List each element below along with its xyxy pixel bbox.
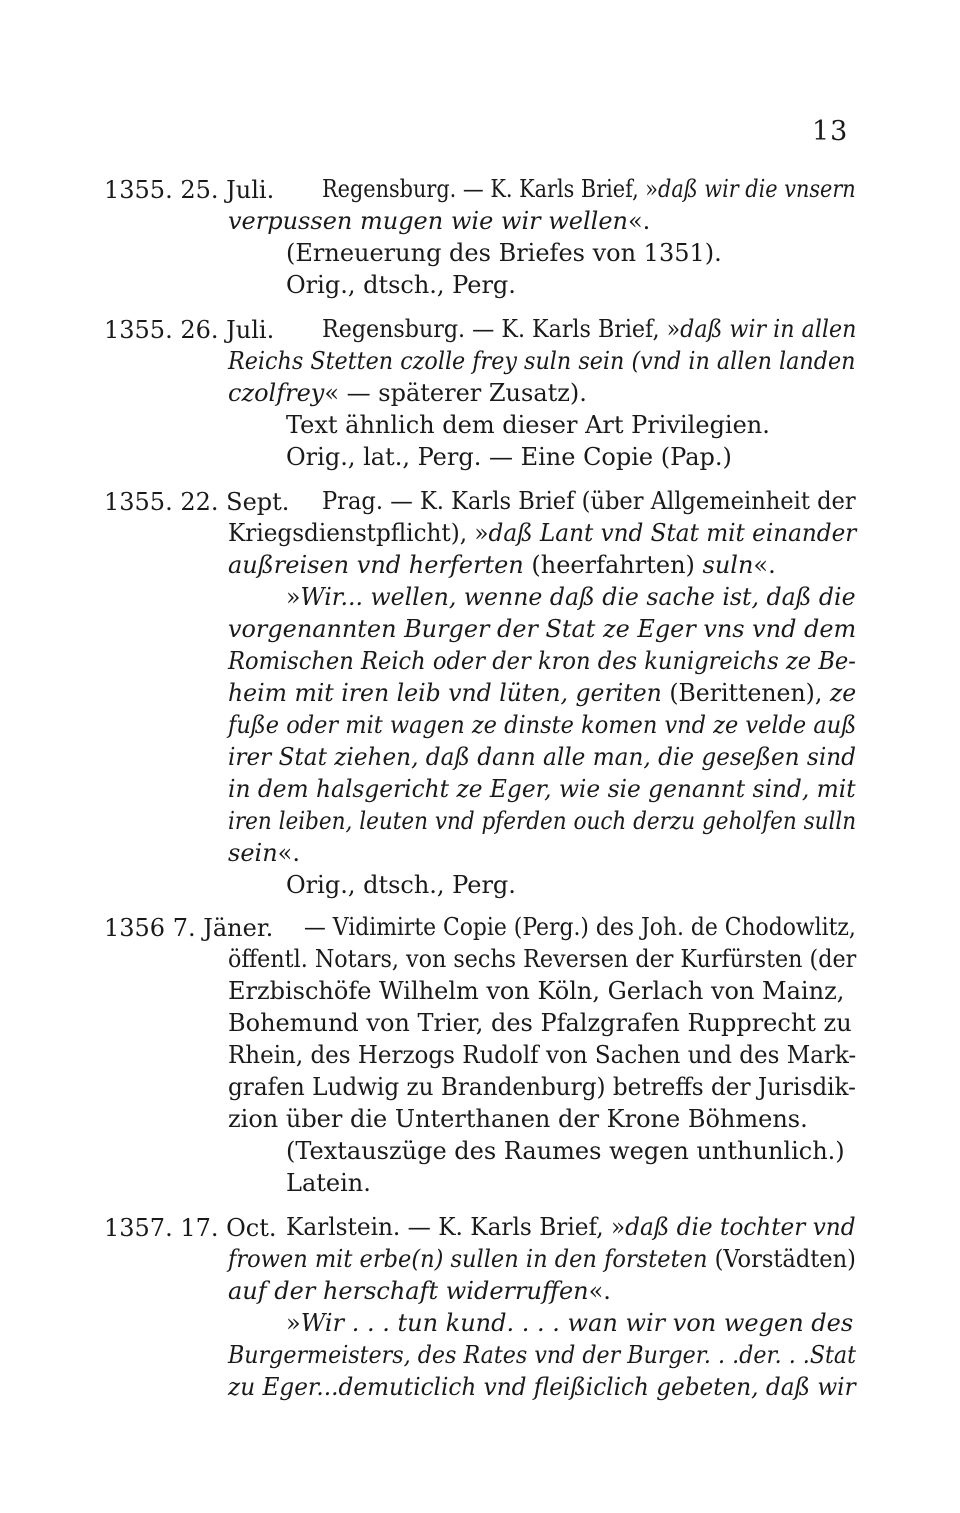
entry-line: grafen Ludwig zu Brandenburg) betreffs der Jurisdik- xyxy=(228,1073,856,1101)
entry-line: »Wir... wellen, wenne daß die sache ist, daß die xyxy=(286,583,856,611)
entry-line: irer Stat ziehen, daß dann alle man, die geseßen sind xyxy=(228,743,856,771)
entry-line: öffentl. Notars, von sechs Reversen der Kurfürsten (der xyxy=(228,945,857,973)
entry-line: Karlstein. — K. Karls Brief, »daß die tochter vnd xyxy=(286,1213,856,1241)
entry-line: Burgermeisters, des Rates vnd der Burger. . .der. . .Stat xyxy=(228,1341,857,1369)
entry-line: Rhein, des Herzogs Rudolf von Sachen und des Mark- xyxy=(228,1041,857,1069)
entry-line: Orig., lat., Perg. — Eine Copie (Pap.) xyxy=(286,443,732,471)
entry-line: Bohemund von Trier, des Pfalzgrafen Rupprecht zu xyxy=(228,1009,852,1037)
entry-line: Latein. xyxy=(286,1169,371,1197)
entry-line: zion über die Unterthanen der Krone Böhmens. xyxy=(228,1105,808,1133)
entry-line: zu Eger...demuticlich vnd fleißiclich gebeten, daß wir xyxy=(228,1373,856,1401)
entry-line: Prag. — K. Karls Brief (über Allgemeinheit der xyxy=(322,487,856,515)
entry-line: in dem halsgericht ze Eger, wie sie genannt sind, mit xyxy=(228,775,856,803)
entry-line: Orig., dtsch., Perg. xyxy=(286,271,516,299)
entry-line: außreisen vnd herferten (heerfahrten) suln«. xyxy=(228,551,776,579)
entry-line: Romischen Reich oder der kron des kunigreichs ze Be- xyxy=(228,647,856,675)
entry-line: czolfrey« — späterer Zusatz). xyxy=(228,379,587,407)
entry-line: Regensburg. — K. Karls Brief, »daß wir die vnsern xyxy=(322,175,856,203)
entry-line: fuße oder mit wagen ze dinste komen vnd ze velde auß xyxy=(228,711,857,739)
entry-line: heim mit iren leib vnd lüten, geriten (Berittenen), ze xyxy=(228,679,857,707)
entry-line: vorgenannten Burger der Stat ze Eger vns vnd dem xyxy=(228,615,857,643)
entry-date: 1357. 17. Oct. xyxy=(104,1214,277,1242)
entry-line: frowen mit erbe(n) sullen in den forsteten (Vorstädten) xyxy=(228,1245,856,1273)
page-number: 13 xyxy=(812,116,849,147)
entry-line: Text ähnlich dem dieser Art Privilegien. xyxy=(286,411,770,439)
entry-line: Reichs Stetten czolle frey suln sein (vnd in allen landen xyxy=(228,347,856,375)
entry-date: 1355. 26. Juli. xyxy=(104,316,275,344)
entry-line: Orig., dtsch., Perg. xyxy=(286,871,516,899)
entry-line: »Wir . . . tun kund. . . . wan wir von wegen des xyxy=(286,1309,854,1337)
entry-line: Kriegsdienstpflicht), »daß Lant vnd Stat mit einander xyxy=(228,519,857,547)
entry-line: verpussen mugen wie wir wellen«. xyxy=(228,207,651,235)
entry-date: 1355. 22. Sept. xyxy=(104,488,290,516)
entry-line: iren leiben, leuten vnd pferden ouch derzu geholfen sulln xyxy=(228,807,857,835)
entry-line: (Textauszüge des Raumes wegen unthunlich.) xyxy=(286,1137,845,1165)
entry-line: — Vidimirte Copie (Perg.) des Joh. de Chodowlitz, xyxy=(304,913,856,941)
entry-line: Erzbischöfe Wilhelm von Köln, Gerlach von Mainz, xyxy=(228,977,845,1005)
entry-line: Regensburg. — K. Karls Brief, »daß wir in allen xyxy=(322,315,857,343)
entry-date: 1355. 25. Juli. xyxy=(104,176,275,204)
entry-date: 1356 7. Jäner. xyxy=(104,914,274,942)
entry-line: auf der herschaft widerruffen«. xyxy=(228,1277,611,1305)
entry-line: sein«. xyxy=(228,839,300,867)
entry-line: (Erneuerung des Briefes von 1351). xyxy=(286,239,722,267)
